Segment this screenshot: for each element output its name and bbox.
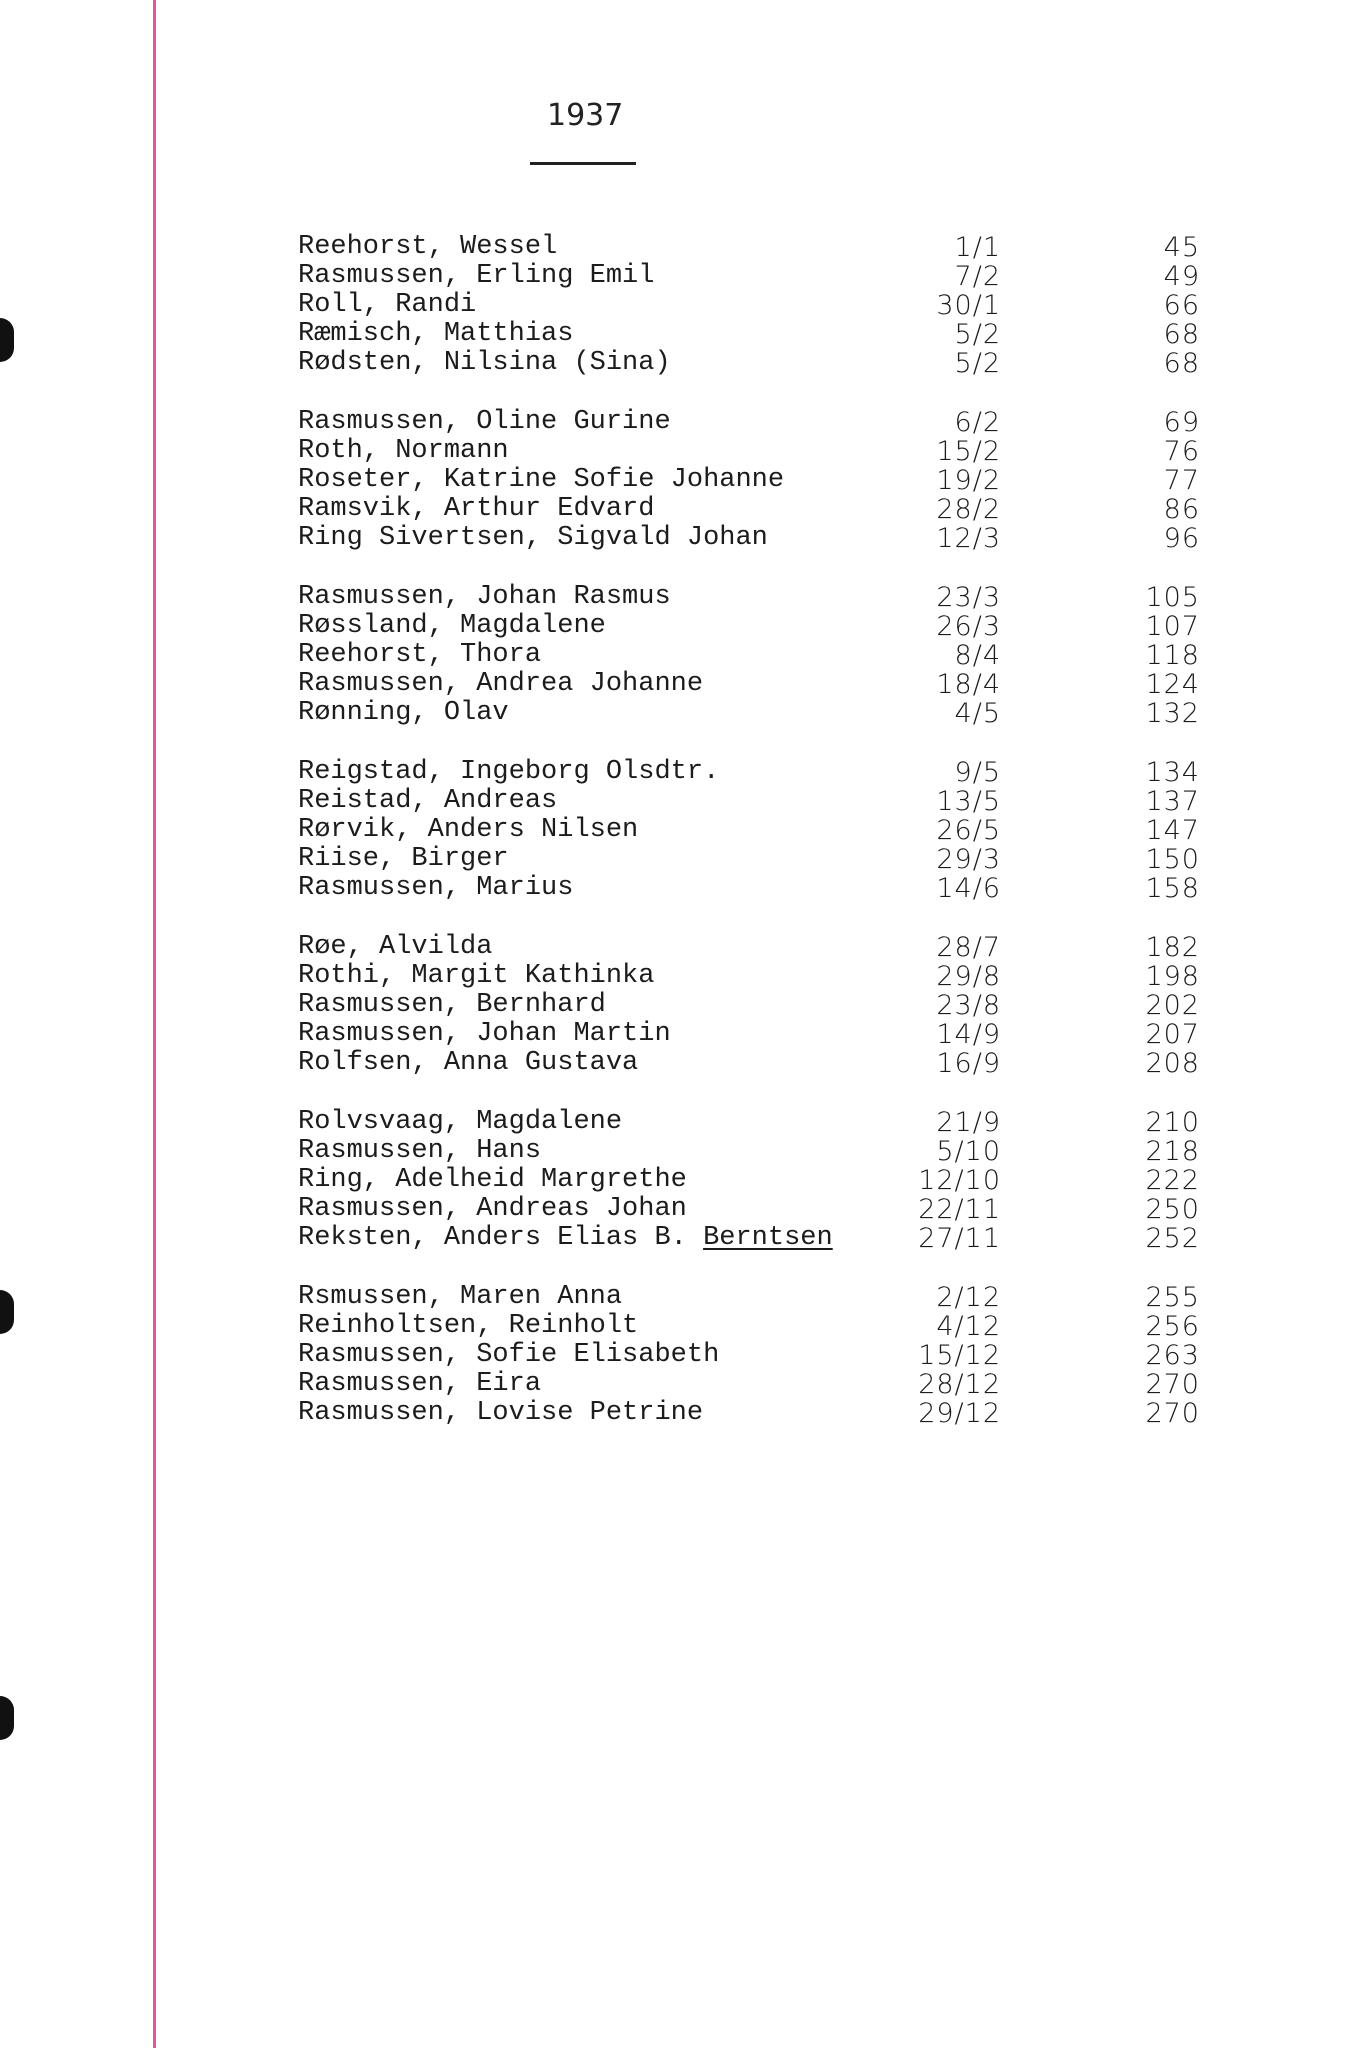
entry-page-number: 147	[1145, 815, 1200, 846]
entry-date: 28/7	[936, 932, 1001, 963]
entry-date: 7/2	[954, 261, 1001, 292]
entry-name: Ræmisch, Matthias	[298, 319, 574, 349]
entry-name: Rasmussen, Johan Rasmus	[298, 582, 671, 612]
entry-page-number: 134	[1145, 757, 1200, 788]
table-row	[298, 933, 1238, 962]
entry-name-underlined: Berntsen	[703, 1223, 833, 1253]
entry-date: 28/12	[918, 1369, 1001, 1400]
entry-page-number: 105	[1145, 582, 1200, 613]
entry-name: Roth, Normann	[298, 436, 509, 466]
table-row	[298, 612, 1238, 641]
entry-page-number: 250	[1145, 1194, 1200, 1225]
entry-page-number: 68	[1163, 319, 1200, 350]
table-row	[298, 583, 1238, 612]
entry-date: 26/3	[936, 611, 1001, 642]
entry-date: 4/12	[936, 1311, 1001, 1342]
table-row	[298, 1283, 1238, 1312]
table-row	[298, 699, 1238, 728]
entry-name: Rsmussen, Maren Anna	[298, 1282, 623, 1312]
entry-name: Ring Sivertsen, Sigvald Johan	[298, 523, 768, 553]
entry-name: Reksten, Anders Elias B. Berntsen	[298, 1223, 833, 1253]
page-title-year: 1937	[547, 98, 624, 133]
entry-name: Rasmussen, Erling Emil	[298, 261, 655, 291]
entry-name: Rasmussen, Bernhard	[298, 990, 606, 1020]
table-row	[298, 1224, 1238, 1253]
entry-page-number: 132	[1145, 698, 1200, 729]
binder-hole	[0, 318, 14, 362]
entry-group	[298, 583, 1238, 728]
table-row	[298, 1020, 1238, 1049]
entry-page-number: 222	[1145, 1165, 1200, 1196]
entry-name: Røssland, Magdalene	[298, 611, 606, 641]
entry-date: 29/12	[918, 1398, 1001, 1429]
table-row	[298, 320, 1238, 349]
binder-hole	[0, 1290, 14, 1334]
entry-group	[298, 408, 1238, 553]
table-row	[298, 262, 1238, 291]
entry-page-number: 107	[1145, 611, 1200, 642]
entry-date: 30/1	[936, 290, 1001, 321]
table-row	[298, 1049, 1238, 1078]
table-row	[298, 495, 1238, 524]
entry-name: Reehorst, Thora	[298, 640, 542, 670]
table-row	[298, 408, 1238, 437]
table-row	[298, 1166, 1238, 1195]
entry-name: Rasmussen, Eira	[298, 1369, 542, 1399]
entry-date: 1/1	[954, 232, 1001, 263]
entry-date: 29/8	[936, 961, 1001, 992]
binder-hole	[0, 1696, 14, 1740]
entry-name: Rasmussen, Andrea Johanne	[298, 669, 704, 699]
entry-group	[298, 1283, 1238, 1428]
entry-name: Rolfsen, Anna Gustava	[298, 1048, 639, 1078]
entry-page-number: 210	[1145, 1107, 1200, 1138]
entry-group	[298, 1108, 1238, 1253]
entry-date: 23/3	[936, 582, 1001, 613]
entry-name: Ring, Adelheid Margrethe	[298, 1165, 687, 1195]
entry-date: 22/11	[918, 1194, 1001, 1225]
entry-date: 5/2	[954, 319, 1001, 350]
table-row	[298, 524, 1238, 553]
table-row	[298, 641, 1238, 670]
entry-date: 28/2	[936, 494, 1001, 525]
entry-name: Rødsten, Nilsina (Sina)	[298, 348, 671, 378]
entry-date: 12/10	[918, 1165, 1001, 1196]
entry-date: 15/2	[936, 436, 1001, 467]
entry-date: 18/4	[936, 669, 1001, 700]
entry-name: Reehorst, Wessel	[298, 232, 558, 262]
table-row	[298, 1195, 1238, 1224]
entry-page-number: 45	[1163, 232, 1200, 263]
entry-date: 4/5	[954, 698, 1001, 729]
entry-date: 14/6	[936, 873, 1001, 904]
entry-name: Roseter, Katrine Sofie Johanne	[298, 465, 785, 495]
entry-page-number: 49	[1163, 261, 1200, 292]
table-row	[298, 349, 1238, 378]
table-row	[298, 1312, 1238, 1341]
entry-name: Reigstad, Ingeborg Olsdtr.	[298, 757, 720, 787]
entry-name: Riise, Birger	[298, 844, 509, 874]
entry-page-number: 118	[1145, 640, 1200, 671]
entry-name: Rothi, Margit Kathinka	[298, 961, 655, 991]
entry-page-number: 86	[1163, 494, 1200, 525]
entry-page-number: 66	[1163, 290, 1200, 321]
entry-page-number: 69	[1163, 407, 1200, 438]
table-row	[298, 291, 1238, 320]
entry-group	[298, 233, 1238, 378]
table-row	[298, 1137, 1238, 1166]
table-row	[298, 1370, 1238, 1399]
entry-page-number: 76	[1163, 436, 1200, 467]
table-row	[298, 1399, 1238, 1428]
entry-name: Roll, Randi	[298, 290, 477, 320]
entry-page-number: 202	[1145, 990, 1200, 1021]
entry-date: 19/2	[936, 465, 1001, 496]
entry-date: 12/3	[936, 523, 1001, 554]
entry-page-number: 150	[1145, 844, 1200, 875]
entry-name: Rasmussen, Andreas Johan	[298, 1194, 687, 1224]
entry-page-number: 96	[1163, 523, 1200, 554]
table-row	[298, 437, 1238, 466]
entry-page-number: 124	[1145, 669, 1200, 700]
entry-page-number: 77	[1163, 465, 1200, 496]
entry-date: 27/11	[918, 1223, 1001, 1254]
entry-name: Rolvsvaag, Magdalene	[298, 1107, 623, 1137]
entry-date: 6/2	[954, 407, 1001, 438]
table-row	[298, 991, 1238, 1020]
entry-name: Rasmussen, Johan Martin	[298, 1019, 671, 1049]
table-row	[298, 233, 1238, 262]
entry-date: 21/9	[936, 1107, 1001, 1138]
entry-page-number: 252	[1145, 1223, 1200, 1254]
entry-group	[298, 758, 1238, 903]
entry-date: 14/9	[936, 1019, 1001, 1050]
table-row	[298, 962, 1238, 991]
entry-page-number: 263	[1145, 1340, 1200, 1371]
entry-date: 26/5	[936, 815, 1001, 846]
entry-date: 15/12	[918, 1340, 1001, 1371]
entry-page-number: 68	[1163, 348, 1200, 379]
entry-date: 5/10	[936, 1136, 1001, 1167]
entry-page-number: 270	[1145, 1398, 1200, 1429]
entry-name: Rørvik, Anders Nilsen	[298, 815, 639, 845]
entry-page-number: 256	[1145, 1311, 1200, 1342]
title-rule	[530, 162, 636, 165]
entry-name: Rasmussen, Lovise Petrine	[298, 1398, 704, 1428]
entry-page-number: 207	[1145, 1019, 1200, 1050]
register-list	[298, 233, 1238, 1458]
entry-page-number: 182	[1145, 932, 1200, 963]
entry-page-number: 255	[1145, 1282, 1200, 1313]
entry-date: 13/5	[936, 786, 1001, 817]
entry-page-number: 137	[1145, 786, 1200, 817]
table-row	[298, 1341, 1238, 1370]
entry-date: 29/3	[936, 844, 1001, 875]
margin-line	[153, 0, 156, 2048]
entry-page-number: 208	[1145, 1048, 1200, 1079]
entry-page-number: 270	[1145, 1369, 1200, 1400]
table-row	[298, 670, 1238, 699]
table-row	[298, 845, 1238, 874]
table-row	[298, 816, 1238, 845]
table-row	[298, 787, 1238, 816]
entry-name: Røe, Alvilda	[298, 932, 493, 962]
entry-date: 5/2	[954, 348, 1001, 379]
table-row	[298, 1108, 1238, 1137]
entry-date: 8/4	[954, 640, 1001, 671]
table-row	[298, 758, 1238, 787]
entry-group	[298, 933, 1238, 1078]
entry-name: Rønning, Olav	[298, 698, 509, 728]
entry-page-number: 198	[1145, 961, 1200, 992]
entry-date: 9/5	[954, 757, 1001, 788]
table-row	[298, 466, 1238, 495]
entry-name: Rasmussen, Oline Gurine	[298, 407, 671, 437]
entry-name: Rasmussen, Sofie Elisabeth	[298, 1340, 720, 1370]
entry-page-number: 158	[1145, 873, 1200, 904]
entry-name: Reistad, Andreas	[298, 786, 558, 816]
entry-date: 16/9	[936, 1048, 1001, 1079]
entry-name: Rasmussen, Marius	[298, 873, 574, 903]
entry-page-number: 218	[1145, 1136, 1200, 1167]
entry-name: Rasmussen, Hans	[298, 1136, 542, 1166]
entry-name: Ramsvik, Arthur Edvard	[298, 494, 655, 524]
entry-name: Reinholtsen, Reinholt	[298, 1311, 639, 1341]
entry-date: 2/12	[936, 1282, 1001, 1313]
table-row	[298, 874, 1238, 903]
entry-date: 23/8	[936, 990, 1001, 1021]
